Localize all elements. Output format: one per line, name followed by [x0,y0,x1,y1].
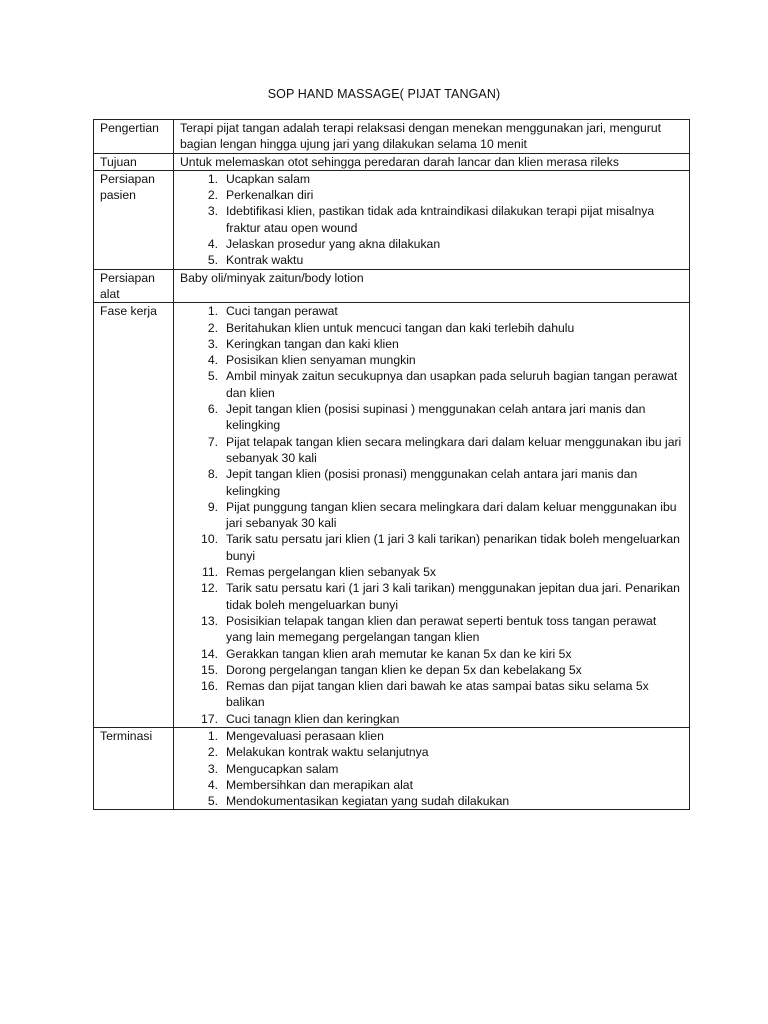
list-item [180,761,685,777]
list-item [180,662,685,678]
list-item [180,401,685,434]
row-pengertian [94,120,690,154]
list-item-number: 16. [201,679,218,694]
list-item-number: 11. [201,565,218,580]
list-item-text: Tarik satu persatu jari klien (1 jari 3 kali tarikan) penarikan tidak boleh mengeluarkan bunyi [226,532,680,563]
row-content [174,170,690,269]
list-item [180,744,685,760]
list-item-number: 5. [207,369,218,384]
row-label: Tujuan [94,153,174,170]
row-persiapan-alat [94,269,690,303]
list-item-text: Beritahukan klien untuk mencuci tangan dan kaki terlebih dahulu [226,320,575,335]
list-item-text: Mengevaluasi perasaan klien [226,728,384,743]
list-item-number: 4. [207,777,218,792]
list-item-text: Pijat telapak tangan klien secara melingkara dari dalam keluar menggunakan ibu jari sebanyak 30 kali [226,434,682,465]
list-item-text: Membersihkan dan merapikan alat [226,777,413,792]
row-label: Persiapan pasien [94,170,174,269]
list-item [180,236,685,252]
list-item-number: 3. [207,336,218,351]
row-terminasi [94,727,690,809]
list-item-number: 13. [201,613,218,628]
list-item-text: Posisikan klien senyaman mungkin [226,353,416,368]
list-item-number: 15. [201,662,218,677]
list-item-number: 14. [201,646,218,661]
list-item-text: Keringkan tangan dan kaki klien [226,336,399,351]
list-item-text: Mengucapkan salam [226,761,339,776]
step-list [180,171,685,269]
list-item [180,499,685,532]
list-item-number: 8. [207,467,218,482]
row-label: Persiapan alat [94,269,174,303]
list-item-text: Ucapkan salam [226,171,310,186]
row-persiapan-pasien [94,170,690,269]
list-item-text: Pijat punggung tangan klien secara melingkara dari dalam keluar menggunakan ibu jari sebanyak 30 kali [226,499,677,531]
row-tujuan [94,153,690,170]
row-label: Pengertian [94,120,174,154]
list-item [180,646,685,662]
row-label: Terminasi [94,727,174,809]
list-item-text: Remas pergelangan klien sebanyak 5x [226,565,437,580]
list-item-number: 1. [207,304,218,319]
list-item-number: 3. [207,204,218,219]
list-item [180,678,685,711]
row-fase-kerja [94,303,690,728]
list-item [180,352,685,368]
list-item-number: 1. [207,171,218,186]
list-item [180,171,685,187]
list-item-number: 4. [207,353,218,368]
list-item-number: 4. [207,237,218,252]
step-list [180,728,685,809]
list-item-text: Dorong pergelangan tangan klien ke depan 5x dan kebelakang 5x [226,662,582,677]
list-item-text: Jepit tangan klien (posisi supinasi ) menggunakan celah antara jari manis dan kelingking [226,402,646,433]
list-item [180,434,685,467]
list-item [180,203,685,236]
list-item-text: Jepit tangan klien (posisi pronasi) menggunakan celah antara jari manis dan kelingking [226,467,638,498]
list-item-number: 5. [207,253,218,268]
list-item [180,564,685,580]
list-item [180,613,685,646]
list-item [180,777,685,793]
list-item-number: 5. [207,794,218,809]
list-item-number: 3. [207,761,218,776]
row-content [174,303,690,728]
list-item [180,793,685,809]
list-item-number: 12. [201,581,218,596]
list-item-text: Remas dan pijat tangan klien dari bawah ke atas sampai batas siku selama 5x balikan [226,679,649,710]
list-item-number: 17. [201,711,218,726]
list-item-text: Perkenalkan diri [226,188,314,203]
list-item [180,728,685,744]
list-item [180,580,685,613]
list-item-number: 2. [207,320,218,335]
row-label: Fase kerja [94,303,174,728]
list-item-text: Gerakkan tangan klien arah memutar ke kanan 5x dan ke kiri 5x [226,646,572,661]
row-content: Untuk melemaskan otot sehingga peredaran darah lancar dan klien merasa rileks [174,153,690,170]
list-item [180,320,685,336]
list-item-text: Tarik satu persatu kari (1 jari 3 kali tarikan) menggunakan jepitan dua jari. Penarikan tidak boleh mengeluarkan bunyi [226,581,680,612]
list-item [180,303,685,319]
list-item [180,466,685,499]
list-item [180,187,685,203]
list-item-text: Cuci tangan perawat [226,304,338,319]
list-item [180,531,685,564]
list-item-number: 2. [207,745,218,760]
row-content [174,727,690,809]
row-content: Baby oli/minyak zaitun/body lotion [174,269,690,303]
list-item-number: 6. [207,402,218,417]
list-item-text: Melakukan kontrak waktu selanjutnya [226,745,429,760]
list-item-text: Idebtifikasi klien, pastikan tidak ada kntraindikasi dilakukan terapi pijat misalnya fraktur atau open wound [226,204,655,235]
list-item-text: Mendokumentasikan kegiatan yang sudah dilakukan [226,794,510,809]
row-content: Terapi pijat tangan adalah terapi relaksasi dengan menekan menggunakan jari, mengurut bagian lengan hingga ujung jari yang dilakukan selama 10 menit [174,120,690,154]
list-item-number: 1. [207,728,218,743]
list-item [180,336,685,352]
list-item-number: 10. [201,532,218,547]
list-item-text: Kontrak waktu [226,253,304,268]
step-list [180,303,685,727]
sop-table [93,119,690,810]
list-item-number: 7. [207,434,218,449]
list-item [180,368,685,401]
list-item-text: Posisikian telapak tangan klien dan perawat seperti bentuk toss tangan perawat yang lain memegang pergelangan tangan klien [226,613,657,645]
list-item-text: Cuci tanagn klien dan keringkan [226,711,400,726]
list-item-number: 9. [207,499,218,514]
list-item [180,711,685,727]
list-item-text: Ambil minyak zaitun secukupnya dan usapkan pada seluruh bagian tangan perawat dan klien [226,369,678,400]
list-item-number: 2. [207,188,218,203]
list-item-text: Jelaskan prosedur yang akna dilakukan [226,237,441,252]
list-item [180,252,685,268]
document-title: SOP HAND MASSAGE( PIJAT TANGAN) [267,87,501,101]
